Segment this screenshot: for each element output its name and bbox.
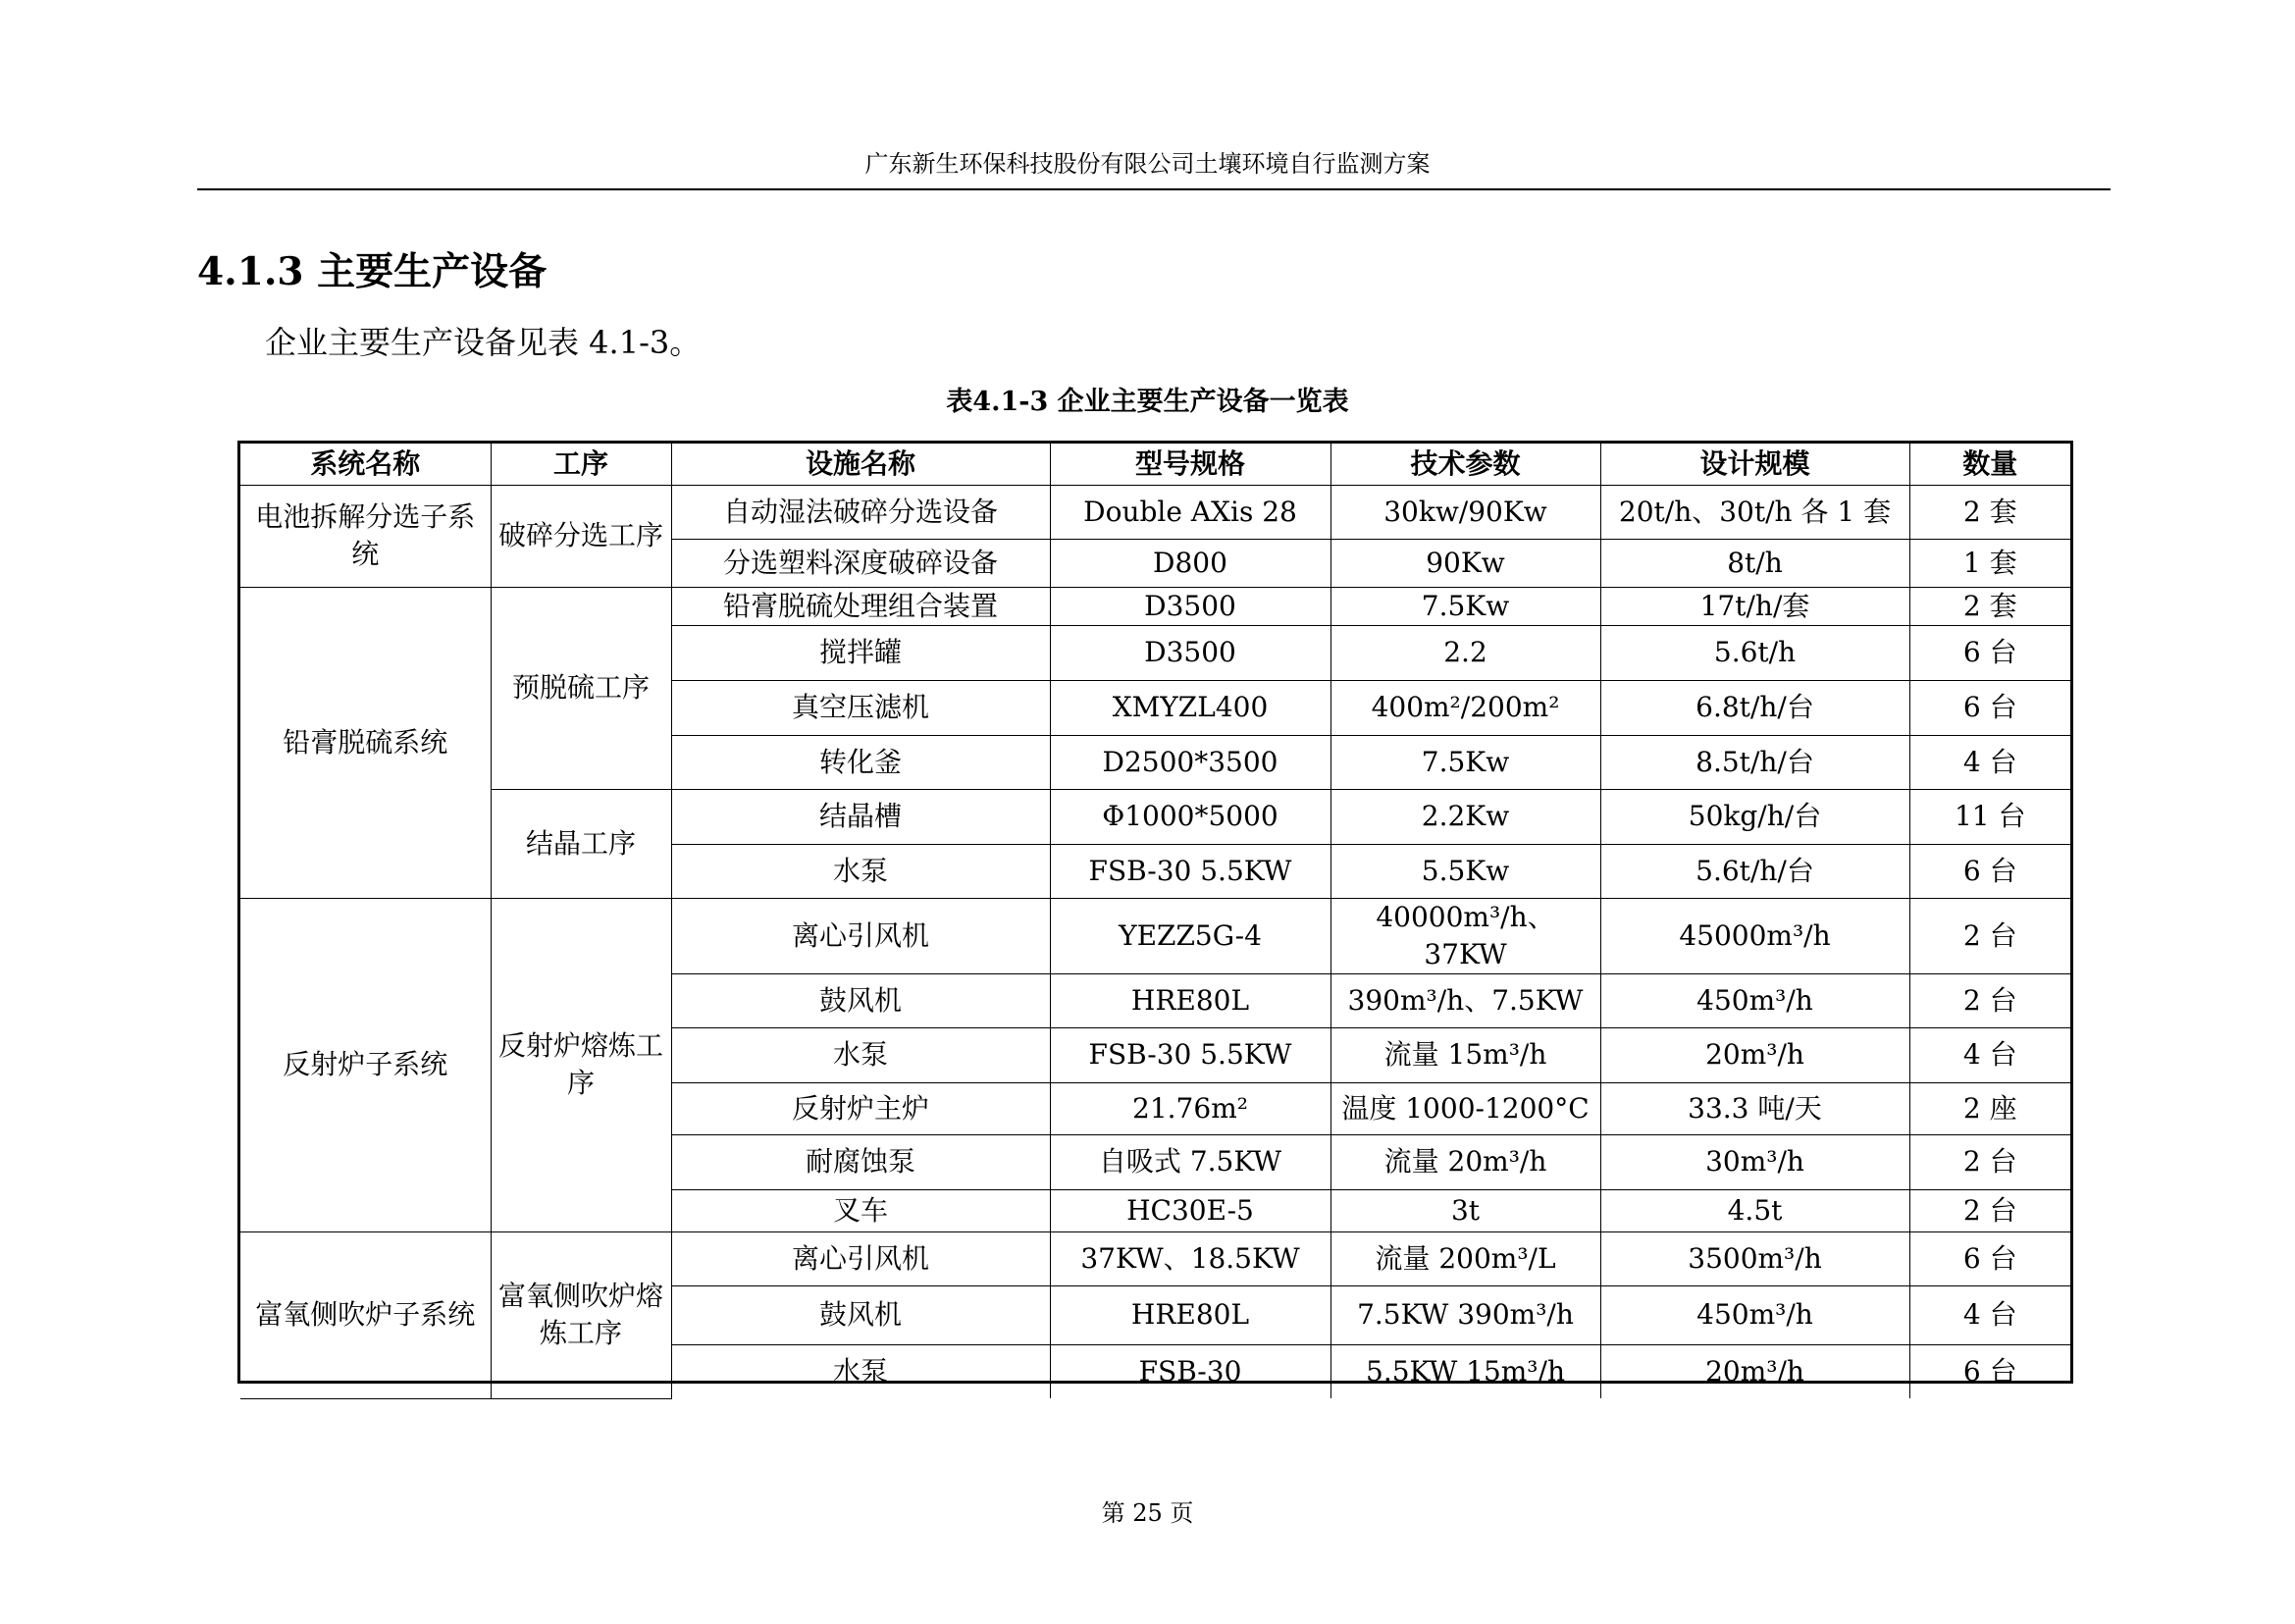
- table-row: [240, 789, 2070, 844]
- scale-cell: 3500m³/h: [1600, 1231, 1909, 1285]
- table-row: [240, 898, 2070, 973]
- process-cell: 破碎分选工序: [491, 485, 671, 587]
- quantity-cell: 11 台: [1909, 789, 2070, 844]
- system-cell: 反射炉子系统: [240, 898, 491, 1231]
- facility-cell: 鼓风机: [671, 973, 1050, 1027]
- scale-cell: 450m³/h: [1600, 1285, 1909, 1344]
- scale-cell: 4.5t: [1600, 1189, 1909, 1231]
- header-divider: [197, 188, 2111, 190]
- model-cell: D2500*3500: [1050, 735, 1330, 789]
- facility-cell: 反射炉主炉: [671, 1082, 1050, 1134]
- process-cell: 结晶工序: [491, 789, 671, 898]
- model-cell: HC30E-5: [1050, 1189, 1330, 1231]
- facility-cell: 叉车: [671, 1189, 1050, 1231]
- quantity-cell: 1 套: [1909, 539, 2070, 587]
- params-cell: 2.2Kw: [1330, 789, 1600, 844]
- page-header-title: 广东新生环保科技股份有限公司土壤环境自行监测方案: [864, 150, 1431, 178]
- column-header-system: 系统名称: [240, 444, 491, 485]
- scale-cell: 17t/h/套: [1600, 587, 1909, 625]
- params-cell: 400m²/200m²: [1330, 680, 1600, 735]
- facility-cell: 转化釜: [671, 735, 1050, 789]
- facility-cell: 自动湿法破碎分选设备: [671, 485, 1050, 539]
- scale-cell: 45000m³/h: [1600, 898, 1909, 973]
- quantity-cell: 2 套: [1909, 587, 2070, 625]
- facility-cell: 水泵: [671, 1344, 1050, 1398]
- facility-cell: 离心引风机: [671, 898, 1050, 973]
- model-cell: FSB-30: [1050, 1344, 1330, 1398]
- table-row: [240, 587, 2070, 625]
- quantity-cell: 2 台: [1909, 898, 2070, 973]
- quantity-cell: 6 台: [1909, 680, 2070, 735]
- table-header-row: [240, 444, 2070, 485]
- params-cell: 90Kw: [1330, 539, 1600, 587]
- scale-cell: 8t/h: [1600, 539, 1909, 587]
- scale-cell: 20m³/h: [1600, 1344, 1909, 1398]
- scale-cell: 450m³/h: [1600, 973, 1909, 1027]
- column-header-params: 技术参数: [1330, 444, 1600, 485]
- quantity-cell: 6 台: [1909, 1344, 2070, 1398]
- params-cell: 流量 15m³/h: [1330, 1027, 1600, 1082]
- system-cell: 电池拆解分选子系统: [240, 485, 491, 587]
- table-caption: 表4.1-3 企业主要生产设备一览表: [946, 387, 1349, 417]
- quantity-cell: 4 台: [1909, 1027, 2070, 1082]
- quantity-cell: 2 座: [1909, 1082, 2070, 1134]
- scale-cell: 5.6t/h/台: [1600, 844, 1909, 898]
- section-heading: 4.1.3 主要生产设备: [197, 249, 548, 294]
- model-cell: 21.76m²: [1050, 1082, 1330, 1134]
- column-header-facility: 设施名称: [671, 444, 1050, 485]
- params-cell: 40000m³/h、37KW: [1330, 898, 1600, 973]
- quantity-cell: 6 台: [1909, 844, 2070, 898]
- table-row: [240, 1231, 2070, 1285]
- system-cell: 铅膏脱硫系统: [240, 587, 491, 898]
- model-cell: XMYZL400: [1050, 680, 1330, 735]
- params-cell: 流量 200m³/L: [1330, 1231, 1600, 1285]
- model-cell: D3500: [1050, 587, 1330, 625]
- table-row: [240, 485, 2070, 539]
- intro-paragraph: 企业主要生产设备见表 4.1-3。: [265, 324, 702, 361]
- page-number: 第 25 页: [1101, 1499, 1194, 1527]
- params-cell: 5.5KW 15m³/h: [1330, 1344, 1600, 1398]
- model-cell: HRE80L: [1050, 1285, 1330, 1344]
- process-cell: 富氧侧吹炉熔炼工序: [491, 1231, 671, 1398]
- facility-cell: 水泵: [671, 844, 1050, 898]
- params-cell: 7.5Kw: [1330, 587, 1600, 625]
- model-cell: 自吸式 7.5KW: [1050, 1134, 1330, 1189]
- equipment-table-frame: [237, 441, 2073, 1388]
- process-cell: 预脱硫工序: [491, 587, 671, 789]
- model-cell: FSB-30 5.5KW: [1050, 1027, 1330, 1082]
- process-cell: 反射炉熔炼工序: [491, 898, 671, 1231]
- scale-cell: 8.5t/h/台: [1600, 735, 1909, 789]
- model-cell: Φ1000*5000: [1050, 789, 1330, 844]
- params-cell: 2.2: [1330, 625, 1600, 680]
- quantity-cell: 2 台: [1909, 1134, 2070, 1189]
- quantity-cell: 2 台: [1909, 973, 2070, 1027]
- facility-cell: 结晶槽: [671, 789, 1050, 844]
- scale-cell: 33.3 吨/天: [1600, 1082, 1909, 1134]
- facility-cell: 鼓风机: [671, 1285, 1050, 1344]
- model-cell: FSB-30 5.5KW: [1050, 844, 1330, 898]
- scale-cell: 5.6t/h: [1600, 625, 1909, 680]
- params-cell: 3t: [1330, 1189, 1600, 1231]
- params-cell: 流量 20m³/h: [1330, 1134, 1600, 1189]
- column-header-scale: 设计规模: [1600, 444, 1909, 485]
- quantity-cell: 6 台: [1909, 1231, 2070, 1285]
- facility-cell: 离心引风机: [671, 1231, 1050, 1285]
- quantity-cell: 4 台: [1909, 1285, 2070, 1344]
- scale-cell: 6.8t/h/台: [1600, 680, 1909, 735]
- facility-cell: 铅膏脱硫处理组合装置: [671, 587, 1050, 625]
- model-cell: D800: [1050, 539, 1330, 587]
- model-cell: YEZZ5G-4: [1050, 898, 1330, 973]
- equipment-table: [240, 444, 2070, 1399]
- system-cell: 富氧侧吹炉子系统: [240, 1231, 491, 1398]
- scale-cell: 50kg/h/台: [1600, 789, 1909, 844]
- quantity-cell: 2 套: [1909, 485, 2070, 539]
- facility-cell: 分选塑料深度破碎设备: [671, 539, 1050, 587]
- params-cell: 30kw/90Kw: [1330, 485, 1600, 539]
- model-cell: Double AXis 28: [1050, 485, 1330, 539]
- facility-cell: 水泵: [671, 1027, 1050, 1082]
- model-cell: HRE80L: [1050, 973, 1330, 1027]
- model-cell: D3500: [1050, 625, 1330, 680]
- params-cell: 7.5KW 390m³/h: [1330, 1285, 1600, 1344]
- column-header-quantity: 数量: [1909, 444, 2070, 485]
- quantity-cell: 6 台: [1909, 625, 2070, 680]
- params-cell: 5.5Kw: [1330, 844, 1600, 898]
- quantity-cell: 4 台: [1909, 735, 2070, 789]
- column-header-model: 型号规格: [1050, 444, 1330, 485]
- params-cell: 温度 1000-1200°C: [1330, 1082, 1600, 1134]
- params-cell: 7.5Kw: [1330, 735, 1600, 789]
- params-cell: 390m³/h、7.5KW: [1330, 973, 1600, 1027]
- model-cell: 37KW、18.5KW: [1050, 1231, 1330, 1285]
- quantity-cell: 2 台: [1909, 1189, 2070, 1231]
- scale-cell: 20t/h、30t/h 各 1 套: [1600, 485, 1909, 539]
- facility-cell: 真空压滤机: [671, 680, 1050, 735]
- scale-cell: 30m³/h: [1600, 1134, 1909, 1189]
- column-header-process: 工序: [491, 444, 671, 485]
- facility-cell: 搅拌罐: [671, 625, 1050, 680]
- scale-cell: 20m³/h: [1600, 1027, 1909, 1082]
- facility-cell: 耐腐蚀泵: [671, 1134, 1050, 1189]
